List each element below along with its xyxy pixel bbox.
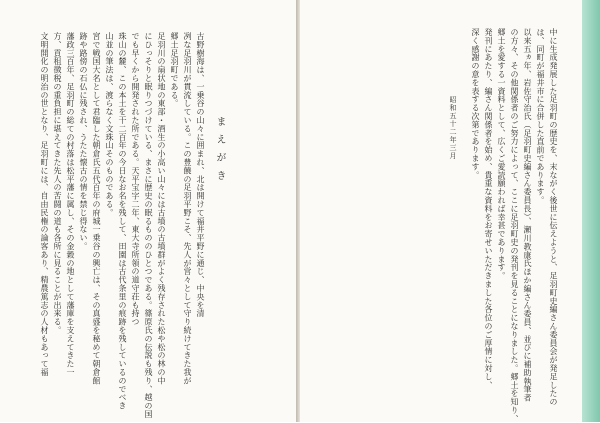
- right-line-7: 深く感謝の意を表する次第であります。: [471, 28, 480, 180]
- binding-edge: [582, 0, 600, 422]
- left-line-12: 方、貢租徴税の重負担に堪えてきた先人の苦闘の道も各所に見ることが出来る。: [53, 32, 62, 335]
- left-line-1: 古野樹海は、一乗谷の山々に囲まれ、北は開けて福井平野に通じ、中央を清: [196, 32, 205, 318]
- left-line-2: 冽な足羽川が貫流している。この豊饒の足羽平野こそ、先人が営々として守り続けてきた我が: [183, 32, 192, 385]
- left-line-7: 珠山の麓、この本土を干二百年の今日なお名を残して、田園は古代条里の痕跡を残しているのでべき: [118, 32, 127, 410]
- left-page: [0, 0, 297, 422]
- left-line-6: でも早くから開発された所である。天平宝字二年、東大寺所領の道守荘も持つ: [131, 32, 140, 326]
- left-line-9: 宮で戦国大名として君臨した朝倉氏五代百年の府城一乗谷の興亡は、その真盛を秘めて朝倉館: [92, 32, 101, 385]
- right-line-4: の方々、その他関係者のご努力によって、ここに足羽町史の発刊を見ることになりました。郷土を知り、: [510, 28, 519, 423]
- left-line-3: 郷土足羽町である。: [170, 32, 179, 108]
- left-line-10: 跡や路傍の石仏に残され、うたた懐古の情を禁じ得ない。: [79, 32, 88, 251]
- left-line-4: 足羽川の扇状地の東部・酒生の小高い山々には古墳の古墳群がよく残存された松や松の林の中: [157, 32, 166, 385]
- right-page: [300, 0, 600, 422]
- left-line-5: にひっそりと眠りつづけている、まさに歴史の眠るもののひとつである。篠原氏の伝説も残り、越の国: [144, 32, 153, 419]
- right-line-3: 以来五ヵ年、岩佐守治氏（足羽町史編さん委員長）、瀬川教康氏ほか編さん委員、並びに補助執筆者: [523, 28, 532, 402]
- left-line-11: 藩政三百年、足羽町の総ての村落は松平藩に属し、その金穀の地として藩庫を支えてきた一: [66, 32, 75, 377]
- publication-date: 昭和五十二年三月: [449, 96, 457, 160]
- right-line-5: 郷土を愛する一資料として、広くご愛読願われば幸甚であります。: [497, 28, 506, 280]
- left-line-13: 文明開化の明治の世となり、足羽町には、自由民権の論客あり、精農篤志の人材もあって福: [40, 32, 49, 377]
- right-line-2: は、同町が福井市に合併した直前であります。: [536, 28, 545, 205]
- page-title: まえがき: [214, 116, 225, 188]
- left-line-8: 山並の筆法は、渡らなく文珠山そのものである。: [105, 32, 114, 217]
- right-line-6: 発刊にあたり、編さん関係者を始め、貴重な資料をお寄せいただきました各位のご厚情に対し、: [484, 28, 493, 390]
- right-line-1: 中に生成発展した足羽町の歴史を、末ながく後世に伝えようと、足羽町史編さん委員会が発足したの: [549, 28, 558, 406]
